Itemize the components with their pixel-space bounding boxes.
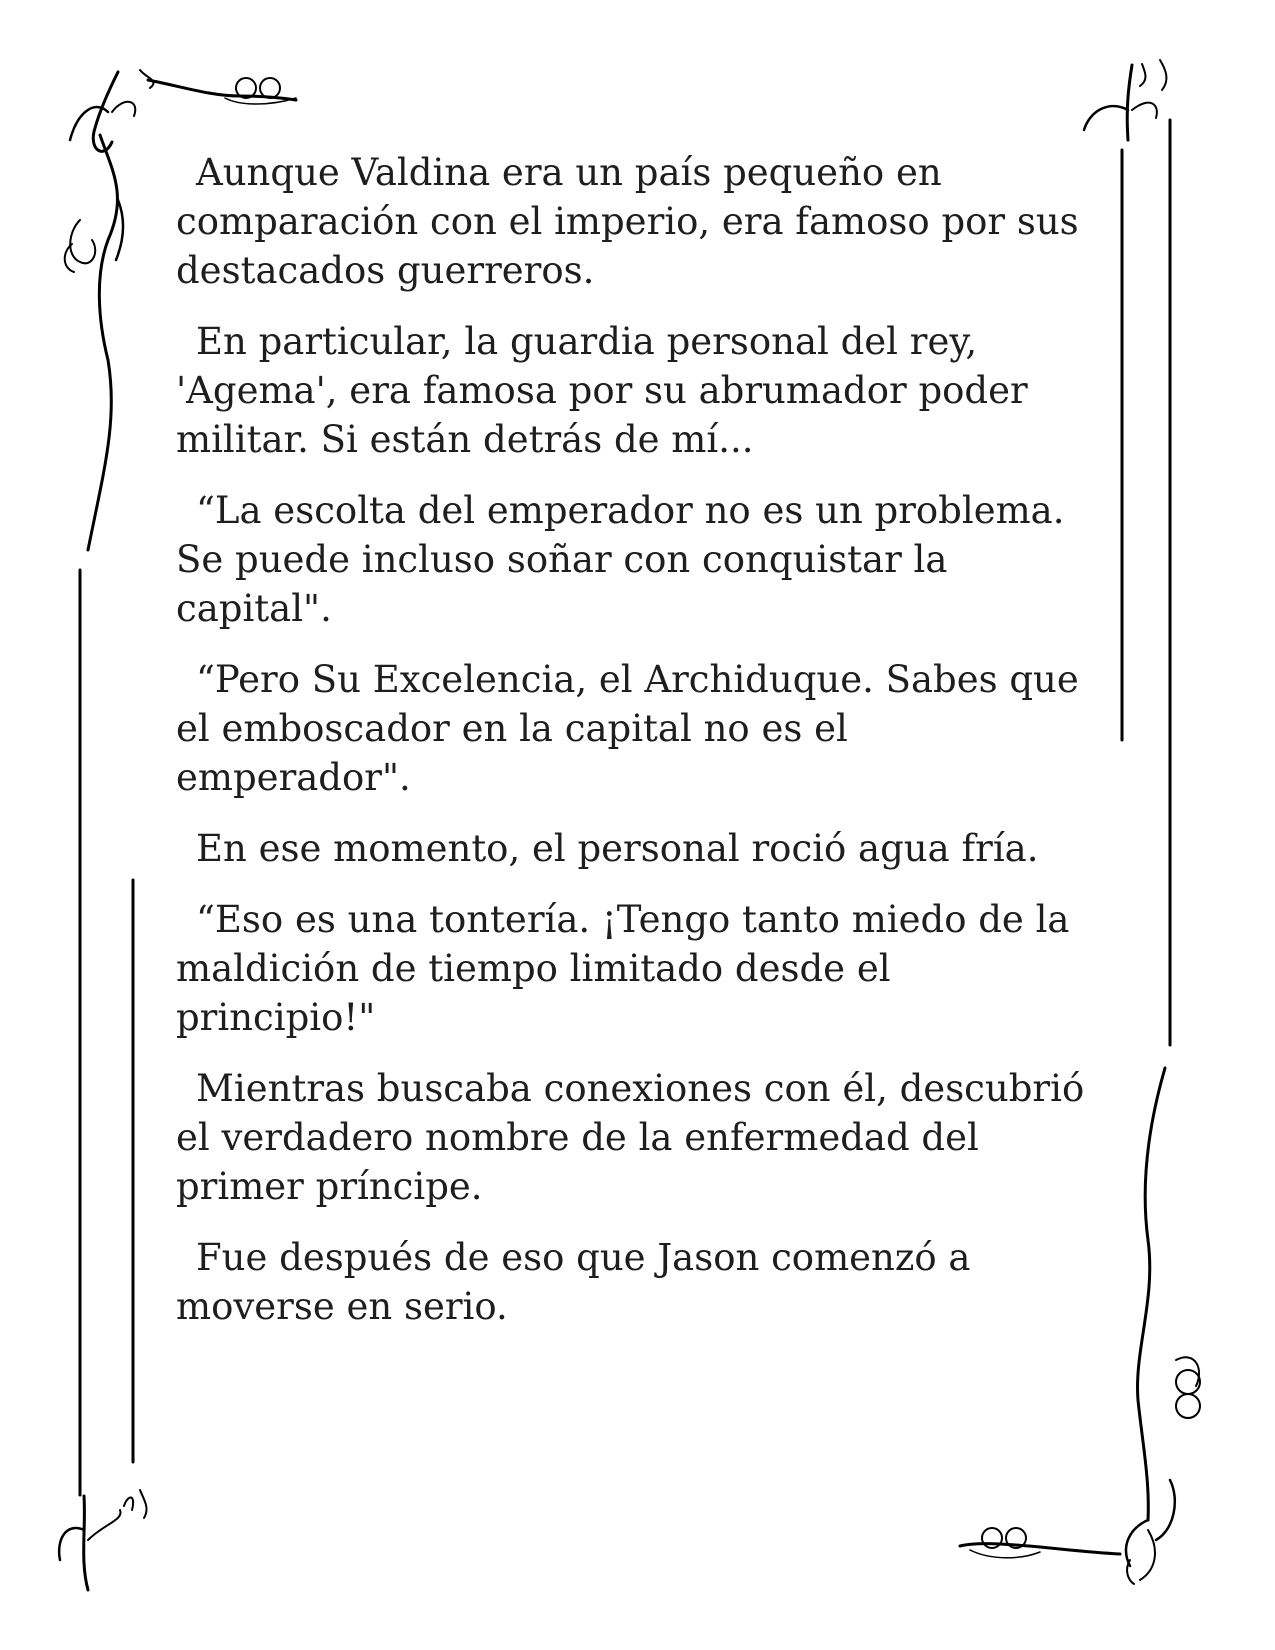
paragraph-2: En particular, la guardia personal del rey, 'Agema', era famosa por su abrumador poder militar. Si están detrás de mí... [176,320,1028,461]
document-body [176,148,1086,1353]
paragraph-8: Fue después de eso que Jason comenzó a moverse en serio. [176,1236,971,1328]
paragraph-6: “Eso es una tontería. ¡Tengo tanto miedo de la maldición de tiempo limitado desde el principio!" [176,898,1070,1039]
paragraph-4: “Pero Su Excelencia, el Archiduque. Sabes que el emboscador en la capital no es el emperador". [176,658,1079,799]
paragraph-5: En ese momento, el personal roció agua fría. [196,827,1039,870]
paragraph-1: Aunque Valdina era un país pequeño en comparación con el imperio, era famoso por sus destacados guerreros. [176,151,1079,292]
paragraph-7: Mientras buscaba conexiones con él, descubrió el verdadero nombre de la enfermedad del primer príncipe. [176,1067,1085,1208]
top-right-flourish [1084,60,1170,1045]
paragraph-3: “La escolta del emperador no es un problema. Se puede incluso soñar con conquistar la capital". [176,489,1065,630]
bottom-left-flourish [59,1490,146,1590]
